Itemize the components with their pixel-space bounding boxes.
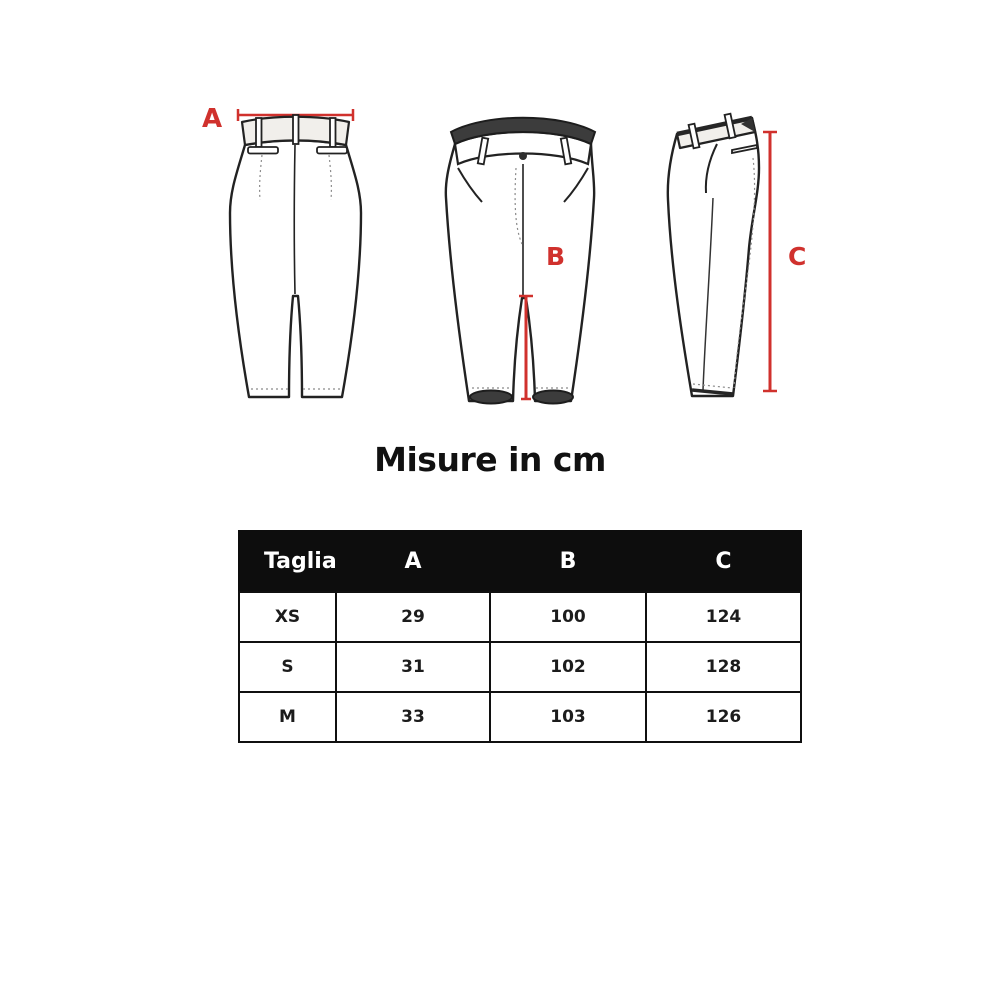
cell-value-b: 103 [490,692,646,742]
table-row-m [239,692,801,742]
pants-side-body [668,118,759,396]
cell-size: M [239,692,336,742]
cell-value-a: 31 [336,642,490,692]
pants-front-view-figure [428,98,623,413]
header-taglia: Taglia [239,531,336,592]
table-row-xs [239,592,801,642]
cell-size: XS [239,592,336,642]
table-row-s [239,642,801,692]
cell-value-a: 33 [336,692,490,742]
pants-back-waistband [242,115,349,147]
size-table [238,530,802,743]
cell-value-b: 102 [490,642,646,692]
pants-front-body [446,132,594,404]
pants-front-view-illustration [428,98,623,413]
measure-label-a: A [202,104,223,134]
pants-side-view-figure [655,98,825,413]
measure-label-b: B [546,242,566,271]
pants-back-view-figure [198,98,378,408]
header-b: B [490,531,646,592]
pants-back-view-illustration [198,98,378,408]
cell-size: S [239,642,336,692]
header-c: C [646,531,801,592]
measure-label-c: C [788,242,807,271]
cell-value-c: 128 [646,642,801,692]
cell-value-c: 124 [646,592,801,642]
cell-value-c: 126 [646,692,801,742]
pants-back-body [230,141,361,398]
size-table-header-row [239,531,801,592]
waist-button [519,152,527,160]
measure-c-line [763,132,777,391]
cell-value-b: 100 [490,592,646,642]
page-title: Misure in cm [374,440,606,479]
pants-front-waistband [451,118,595,165]
cell-value-a: 29 [336,592,490,642]
header-a: A [336,531,490,592]
